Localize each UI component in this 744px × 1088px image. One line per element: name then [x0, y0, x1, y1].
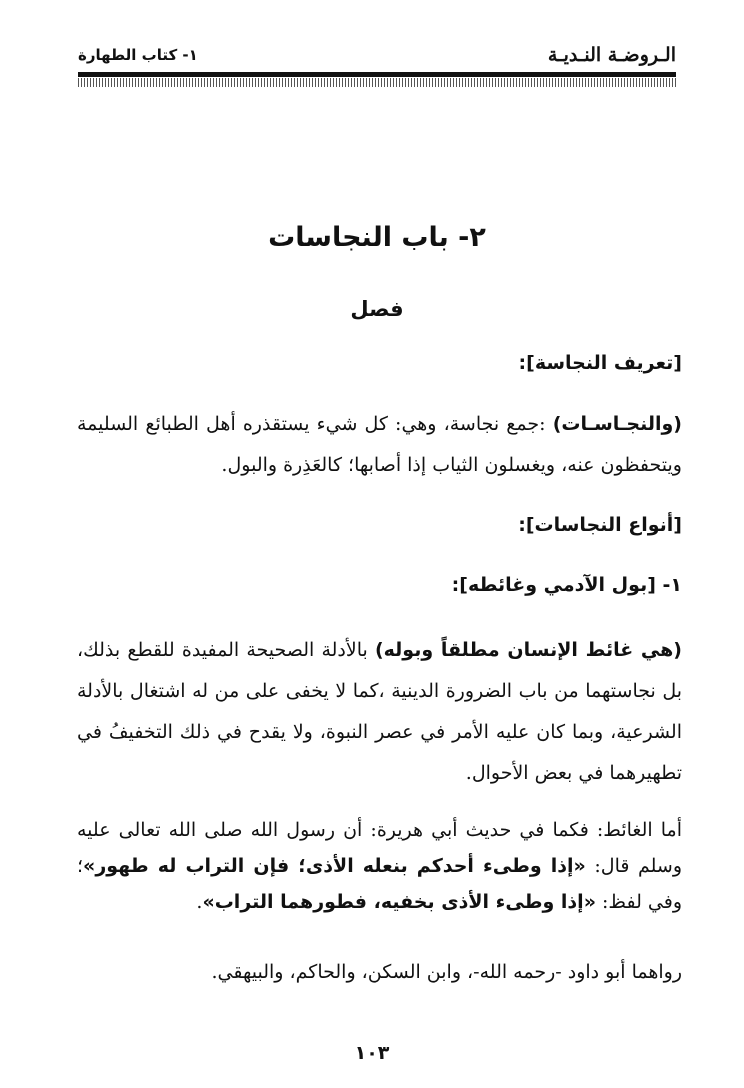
- item1-text: بالأدلة الصحيحة المفيدة للقطع بذلك، بل نجاستهما من باب الضرورة الدينية ،كما لا يخفى على من له اشتغال بالأدلة الشرعية، وبما كان عليه الأمر في عصر النبوة، ولا يقدح في ذلك التخفيفُ في تطهيرهما في بعض الأحوال.: [77, 639, 682, 784]
- book-title: الـروضـة النـديـة: [547, 44, 676, 66]
- definition-paragraph: [77, 404, 682, 486]
- chapter-title: ١- كتاب الطهارة: [78, 46, 198, 64]
- definition-heading: [تعريف النجاسة]:: [518, 352, 682, 374]
- narrators-line: رواهما أبو داود -رحمه الله-، وابن السكن، والحاكم، والبيهقي.: [211, 961, 682, 983]
- hadith-mid: ؛ وفي لفظ:: [77, 855, 682, 913]
- chapter-heading: ٢- باب النجاسات: [268, 222, 486, 253]
- types-heading: [أنواع النجاسات]:: [518, 514, 682, 536]
- definition-term: (والنجـاسـات): [552, 413, 682, 435]
- page-number: ١٠٣: [354, 1042, 390, 1064]
- item1-paragraph: [77, 630, 682, 794]
- header-rule: [78, 72, 676, 77]
- hadith-quote-2: «إذا وطىء الأذى بخفيه، فطورهما التراب»: [202, 891, 596, 913]
- hadith-quote-1: «إذا وطىء أحدكم بنعله الأذى؛ فإن التراب له طهور»: [83, 855, 586, 877]
- hadith-paragraph: [77, 812, 682, 920]
- item1-heading: ١- [بول الآدمي وغائطه]:: [451, 574, 682, 596]
- hadith-end: .: [196, 891, 203, 913]
- section-heading: فصل: [350, 297, 404, 321]
- item1-term: (هي غائط الإنسان مطلقاً وبوله): [374, 639, 682, 661]
- hadith-lead: أما الغائط: فكما في حديث أبي هريرة: أن رسول الله صلى الله تعالى عليه وسلم قال:: [77, 819, 683, 877]
- running-header: [78, 42, 676, 70]
- definition-text: :جمع نجاسة، وهي: كل شيء يستقذره أهل الطبائع السليمة ويتحفظون عنه، ويغسلون الثياب إذا أصابها؛ كالعَذِرة والبول.: [77, 413, 682, 476]
- header-hatch-rule: [78, 78, 676, 87]
